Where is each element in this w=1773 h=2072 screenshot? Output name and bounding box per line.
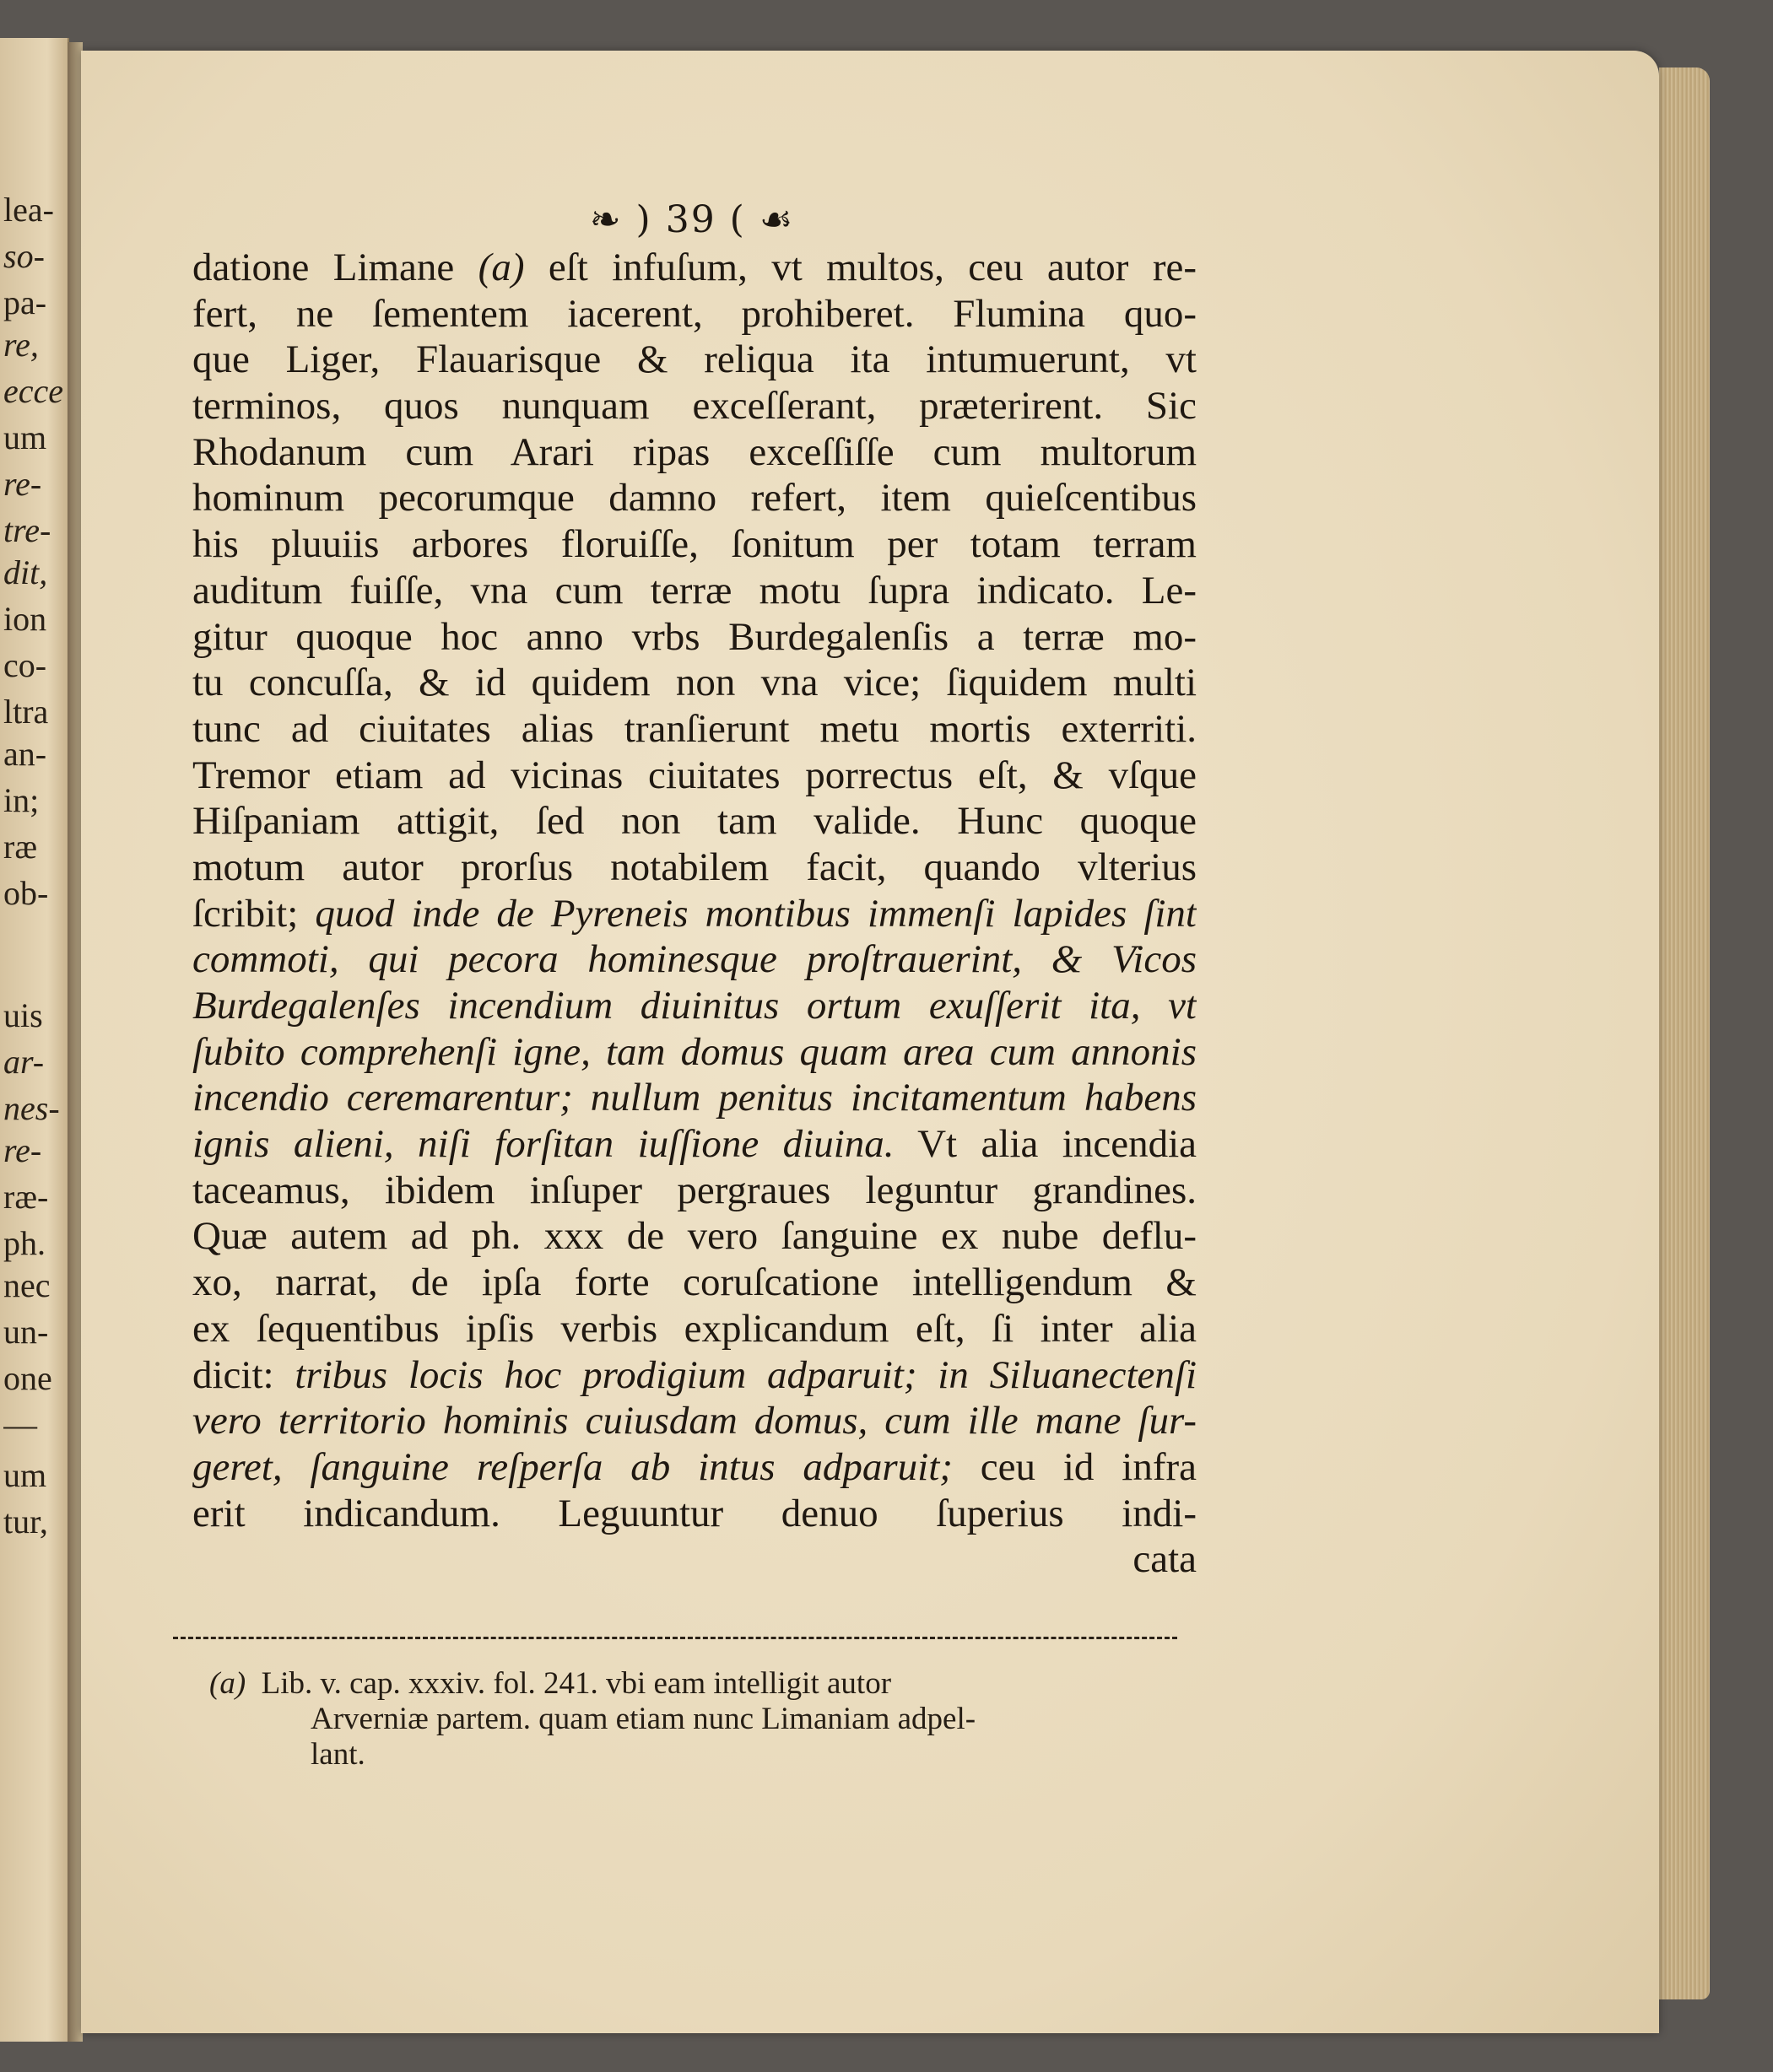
text-line [192,1491,1197,1537]
footnote-line-1 [209,1666,1180,1702]
facing-page-fragment: — [3,1406,37,1443]
text-line [192,1306,1197,1352]
facing-page-fragment: lea- [3,191,54,229]
text-segment: ceu id infra [952,1444,1197,1489]
text-line [192,798,1197,844]
text-segment: Burdegalenſes incendium diuinitus ortum exuſſerit ita, vt [192,984,1197,1028]
text-line [192,383,1197,429]
body-text [192,245,1197,1583]
facing-page-fragment: an- [3,735,47,773]
text-segment: ex ſequentibus ipſis verbis explicandum eſt, ſi inter alia [192,1306,1197,1351]
footnote-line-3: lant. [311,1737,365,1772]
facing-page-fragment: one [3,1359,52,1397]
text-segment: auditum fuiſſe, vna cum terræ motu ſupra indicato. Le- [192,568,1197,612]
text-segment: commoti, qui pecora hominesque proſtrauerint, & Vicos [192,937,1197,982]
facing-page-fragment: ræ- [3,1178,49,1216]
facing-page-fragment: ar- [3,1043,45,1081]
text-segment: gitur quoque hoc anno vrbs Burdegalenſis a terræ mo- [192,614,1197,659]
text-line [192,291,1197,337]
text-line [192,614,1197,661]
text-line [192,1398,1197,1444]
footnote-rule [173,1637,1177,1639]
text-line [192,1352,1197,1399]
text-line [192,1213,1197,1260]
text-segment: ſcribit; [192,891,316,936]
facing-page-fragment: ion [3,600,47,638]
text-line [192,245,1197,291]
text-segment: motum autor prorſus notabilem facit, quando vlterius [192,844,1197,889]
text-line [192,1075,1197,1121]
facing-page-fragment: co- [3,646,47,684]
facing-page [0,38,69,2042]
facing-page-fragment: so- [3,237,45,275]
facing-page-fragment: ræ [3,828,37,866]
facing-page-fragment: re- [3,1131,42,1169]
facing-page-fragment: nes- [3,1089,60,1127]
text-segment: eſt infuſum, vt multos, ceu autor re- [524,246,1197,289]
facing-page-fragment: tur, [3,1503,48,1541]
text-line [192,983,1197,1029]
facing-page-fragment: re- [3,465,42,503]
facing-page-fragment: um [3,418,47,456]
facing-page-fragment: un- [3,1313,49,1351]
footnote [209,1666,1180,1773]
text-line [192,1121,1197,1168]
text-line [192,429,1197,476]
text-line [192,844,1197,891]
facing-page-fragment: ecce [3,372,64,410]
text-line [192,337,1197,383]
facing-page-fragment: ob- [3,874,49,912]
text-segment: his pluuiis arbores floruiſſe, ſonitum per totam terram [192,522,1197,567]
text-segment: dicit: [192,1352,295,1397]
facing-page-fragment: re, [3,326,39,364]
text-line [192,1260,1197,1306]
text-segment: Hiſpaniam attigit, ſed non tam valide. Hunc quoque [192,799,1197,844]
text-segment: datione Limane [192,246,478,289]
facing-page-fragment: ph. [3,1224,46,1262]
text-segment: hominum pecorumque damno refert, item quieſcentibus [192,476,1197,521]
text-segment: ſubito comprehenſi igne, tam domus quam area cum annonis [192,1029,1197,1074]
facing-page-fragment: ltra [3,693,49,731]
facing-page-fragment: dit, [3,553,48,591]
text-segment: Vt alia incendia [894,1122,1197,1167]
text-line [192,521,1197,568]
text-line [192,660,1197,706]
footnote-line-2: Arverniæ partem. quam etiam nunc Limaniam adpel- [311,1702,976,1736]
footnote-text-1: Lib. v. cap. xxxiv. fol. 241. vbi eam intelligit autor [261,1666,892,1701]
text-segment: que Liger, Flauarisque & reliqua ita intumuerunt, vt [192,337,1197,382]
text-segment: geret, ſanguine reſperſa ab intus adparuit; [192,1444,953,1489]
text-segment: tu concuſſa, & id quidem non vna vice; ſiquidem multi [192,661,1197,705]
text-segment: incendio ceremarentur; nullum penitus incitamentum habens [192,1076,1197,1120]
text-segment: tunc ad ciuitates alias tranſierunt metu mortis exterriti. [192,706,1197,751]
text-segment: vero territorio hominis cuiusdam domus, cum ille mane ſur- [192,1399,1197,1443]
facing-page-fragment: pa- [3,283,47,321]
text-line [192,706,1197,753]
text-segment: ignis alieni, niſi forſitan iuſſione diuina. [192,1122,895,1167]
facing-page-fragment: um [3,1456,47,1494]
text-segment: Tremor etiam ad vicinas ciuitates porrectus eſt, & vſque [192,753,1197,797]
text-line [192,568,1197,614]
facing-page-fragment: uis [3,996,43,1034]
text-segment: (a) [478,246,525,289]
facing-page-fragment: in; [3,781,40,819]
page-header: ❧ ) 39 ( ☙ [589,198,795,241]
text-segment: erit indicandum. Leguuntur denuo ſuperius indi- [192,1491,1197,1535]
text-line [192,1168,1197,1214]
text-line [192,891,1197,937]
text-line [192,1444,1197,1491]
text-line [192,753,1197,799]
text-segment: taceamus, ibidem inſuper pergraues leguntur grandines. [192,1168,1197,1212]
text-line [192,936,1197,983]
text-segment: Rhodanum cum Arari ripas exceſſiſſe cum multorum [192,429,1197,474]
text-segment: terminos, quos nunquam exceſſerant, præterirent. Sic [192,384,1197,429]
facing-page-fragment: tre- [3,511,51,549]
text-line [192,475,1197,521]
text-segment: tribus locis hoc prodigium adparuit; in Siluanectenſi [295,1352,1197,1397]
footnote-marker: (a) [209,1666,246,1701]
text-segment: xo, narrat, de ipſa forte coruſcatione intelligendum & [192,1260,1197,1305]
text-segment: fert, ne ſementem iacerent, prohiberet. Flumina quo- [192,291,1197,336]
text-segment: quod inde de Pyreneis montibus immenſi lapides ſint [315,891,1197,936]
facing-page-fragment: nec [3,1266,51,1304]
text-segment: Quæ autem ad ph. xxx de vero ſanguine ex nube deflu- [192,1214,1197,1259]
catchword: cata [1132,1537,1197,1582]
text-line [192,1029,1197,1076]
page-edges [1659,67,1710,1999]
